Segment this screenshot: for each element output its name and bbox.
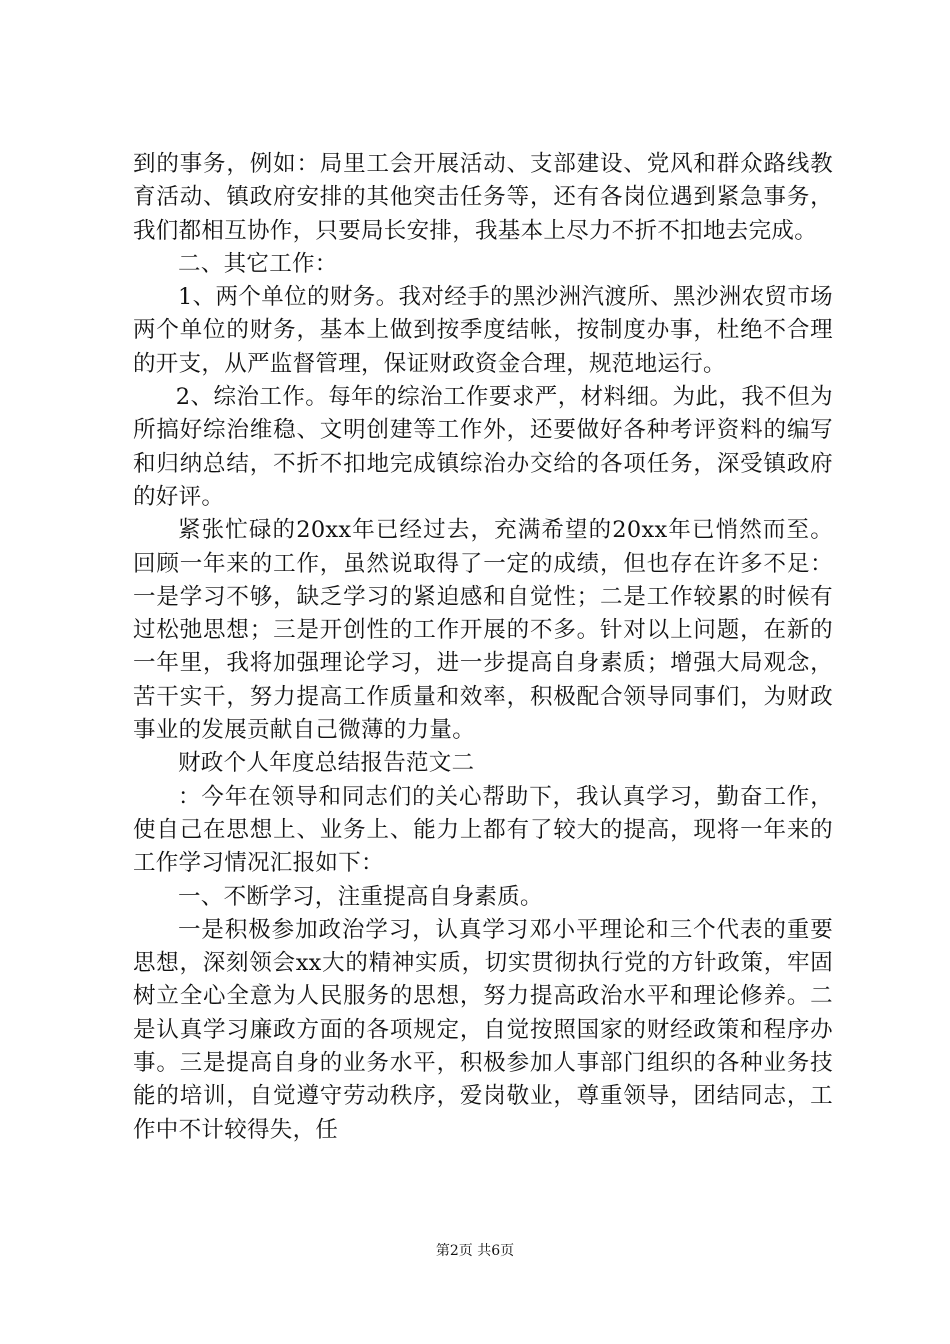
paragraph-intro-two: ：今年在领导和同志们的关心帮助下，我认真学习，勤奋工作，使自己在思想上、业务上、能力上都有了较大的提高，现将一年来的工作学习情况汇报如下： [133,783,833,877]
article-title-two: 财政个人年度总结报告范文二 [178,750,475,777]
paragraph-finance-units: 1、两个单位的财务。我对经手的黑沙洲汽渡所、黑沙洲农贸市场两个单位的财务，基本上做到按季度结帐，按制度办事，杜绝不合理的开支，从严监督管理，保证财政资金合理，规范地运行。 [133,284,833,377]
paragraph-continuation: 到的事务，例如：局里工会开展活动、支部建设、党风和群众路线教育活动、镇政府安排的其他突击任务等，还有各岗位遇到紧急事务，我们都相互协作，只要局长安排，我基本上尽力不折不扣地去完成。 [133,151,833,244]
paragraph-study-details: 一是积极参加政治学习，认真学习邓小平理论和三个代表的重要思想，深刻领会xx大的精神实质，切实贯彻执行党的方针政策，牢固树立全心全意为人民服务的思想，努力提高政治水平和理论修养。二是认真学习廉政方面的各项规定，自觉按照国家的财经政策和程序办事。三是提高自身的业务水平，积极参加人事部门组织的各种业务技能的培训，自觉遵守劳动秩序，爱岗敬业，尊重领导，团结同志，工作中不计较得失，任 [133,916,833,1143]
section-heading-study: 一、不断学习，注重提高自身素质。 [178,883,543,910]
page-footer: 第2页 共6页 [435,1243,515,1259]
body-text [133,148,833,1147]
paragraph-year-summary: 紧张忙碌的20xx年已经过去，充满希望的20xx年已悄然而至。回顾一年来的工作，虽然说取得了一定的成绩，但也存在许多不足：一是学习不够，缺乏学习的紧迫感和自觉性；二是工作较累的时候有过松弛思想；三是开创性的工作开展的不多。针对以上问题，在新的一年里，我将加强理论学习，进一步提高自身素质；增强大局观念，苦干实干，努力提高工作质量和效率，积极配合领导同事们，为财政事业的发展贡献自己微薄的力量。 [133,517,833,744]
section-heading-other-work: 二、其它工作： [178,250,338,277]
paragraph-comprehensive-governance: 2、综治工作。每年的综治工作要求严，材料细。为此，我不但为所搞好综治维稳、文明创建等工作外，还要做好各种考评资料的编写和归纳总结，不折不扣地完成镇综治办交给的各项任务，深受镇政府的好评。 [133,384,833,510]
